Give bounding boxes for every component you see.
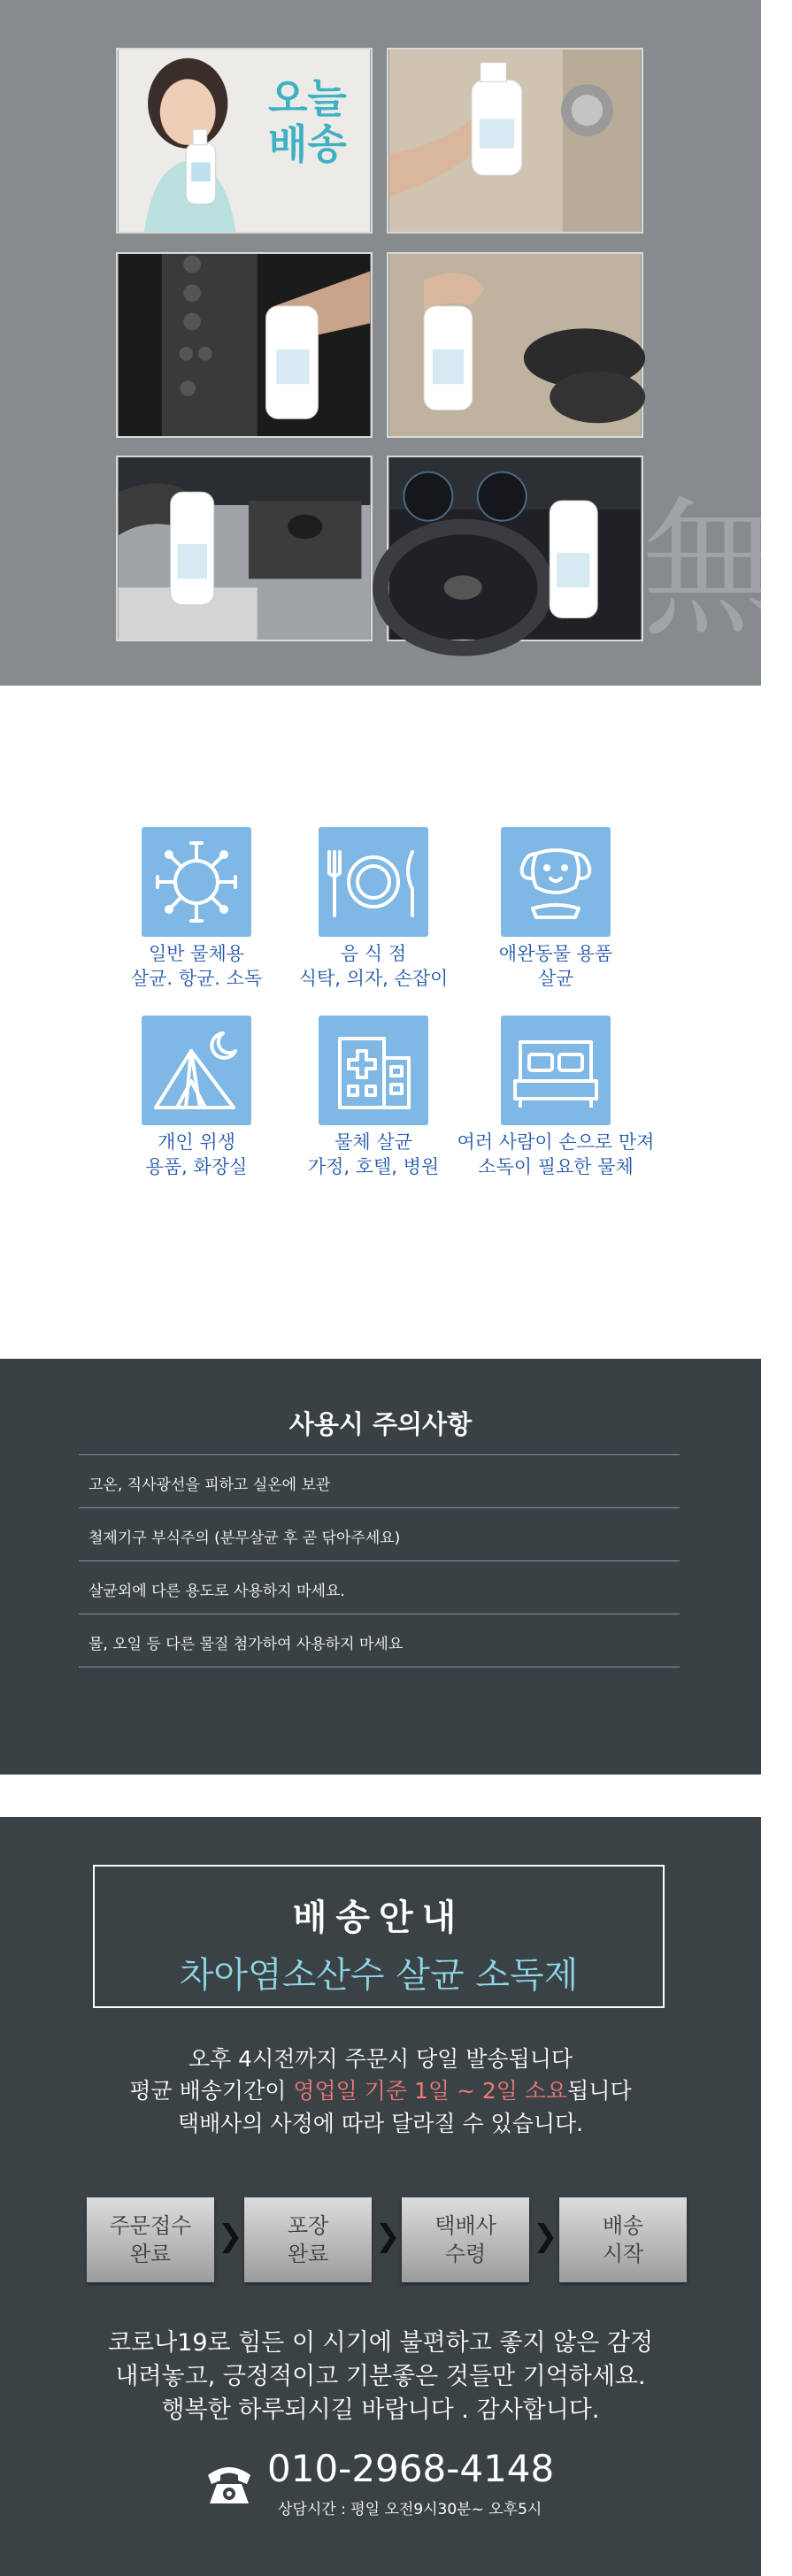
caution-section <box>0 1359 761 1775</box>
use-caption-line: 개인 위생 <box>158 1131 235 1153</box>
photo-grid-section <box>0 0 792 686</box>
delivery-period-highlight: 영업일 기준 1일 ~ 2일 소요 <box>293 2078 568 2104</box>
delivery-info-line <box>0 2075 761 2107</box>
step-label: 배송 <box>602 2212 644 2238</box>
step-shipping-start <box>559 2197 687 2282</box>
use-caption-line: 살균 <box>537 967 574 989</box>
caution-item: 고온, 직사광선을 피하고 실온에 보관 <box>88 1476 331 1494</box>
use-caption-line: 용품, 화장실 <box>145 1155 248 1177</box>
use-caption-line: 살균. 항균. 소독 <box>130 967 263 989</box>
usage-icons-section <box>0 686 761 1359</box>
telephone-icon <box>203 2457 256 2511</box>
watermark-character: 無 <box>642 483 792 658</box>
closing-message-line: 코로나19로 힘든 이 시기에 불편하고 좋지 않은 감정 <box>107 2329 654 2357</box>
chevron-right-icon: ❯ <box>218 2219 243 2254</box>
use-restaurant <box>272 827 475 991</box>
photo-keyboard-mouse <box>116 456 373 641</box>
delivery-subtitle: 차아염소산수 살균 소독제 <box>179 1955 579 1996</box>
photo-steering-wheel <box>387 456 643 641</box>
step-label: 완료 <box>129 2242 172 2266</box>
use-caption-line: 물체 살균 <box>334 1131 412 1153</box>
step-label: 주문접수 <box>109 2212 192 2238</box>
bed-icon <box>501 1016 611 1125</box>
photo-elevator-buttons <box>116 252 373 438</box>
delivery-title: 배송안내 <box>292 1898 465 1938</box>
use-general-objects <box>95 827 298 991</box>
divider <box>79 1560 680 1561</box>
plate-cutlery-icon <box>319 827 428 937</box>
tent-moon-icon <box>142 1016 251 1125</box>
closing-message-line: 내려놓고, 긍정적이고 기분좋은 것들만 기억하세요. <box>115 2362 646 2390</box>
use-caption-line: 가정, 호텔, 병원 <box>307 1155 440 1177</box>
divider <box>79 1454 680 1455</box>
delivery-section <box>0 1817 761 2576</box>
section-gap <box>0 1775 761 1817</box>
closing-message-line: 행복한 하루되시길 바랍니다 . 감사합니다. <box>161 2396 600 2424</box>
closing-message <box>0 2327 761 2426</box>
chevron-right-icon: ❯ <box>375 2219 401 2254</box>
divider <box>79 1667 680 1668</box>
delivery-info-text: 됩니다 <box>567 2078 632 2104</box>
caution-title: 사용시 주의사항 <box>288 1409 473 1439</box>
use-caption-line: 음 식 점 <box>340 943 407 964</box>
step-label: 수령 <box>444 2242 487 2266</box>
step-label: 시작 <box>602 2242 644 2266</box>
caution-item: 철제기구 부식주의 (분무살균 후 곧 닦아주세요) <box>88 1530 401 1547</box>
use-caption-line: 식탁, 의자, 손잡이 <box>298 967 449 989</box>
chevron-right-icon: ❯ <box>533 2219 558 2254</box>
today-delivery-overlay <box>268 76 347 167</box>
consultation-hours: 상담시간 : 평일 오전9시30분~ 오후5시 <box>278 2501 542 2518</box>
use-object-sterilization <box>272 1016 475 1179</box>
use-caption-line: 일반 물체용 <box>148 943 245 964</box>
step-courier-pickup <box>402 2197 529 2282</box>
use-shared-touch-objects <box>454 1016 657 1179</box>
step-label: 포장 <box>287 2212 329 2238</box>
step-packaging <box>244 2197 372 2282</box>
overlay-line-1: 오늘 <box>268 74 347 122</box>
photo-shoes <box>387 252 643 438</box>
delivery-info <box>0 2043 761 2140</box>
virus-icon <box>142 827 251 937</box>
use-pet-supplies <box>454 827 657 991</box>
photo-girl-with-bottle <box>116 48 373 234</box>
dog-bowl-icon <box>501 827 611 937</box>
delivery-info-text: 평균 배송기간이 <box>129 2078 294 2104</box>
delivery-info-line: 오후 4시전까지 주문시 당일 발송됩니다 <box>188 2046 573 2072</box>
step-order-received <box>87 2197 214 2282</box>
divider <box>79 1507 680 1508</box>
step-label: 택배사 <box>434 2212 496 2238</box>
use-caption-line: 여러 사람이 손으로 만져 <box>457 1131 655 1153</box>
step-label: 완료 <box>287 2242 329 2266</box>
building-hospital-icon <box>319 1016 428 1125</box>
delivery-title-box <box>93 1865 665 2008</box>
photo-door-knob <box>387 48 643 234</box>
overlay-line-2: 배송 <box>268 119 347 168</box>
use-caption-line: 소독이 필요한 물체 <box>478 1155 634 1177</box>
caution-item: 물, 오일 등 다른 물질 첨가하여 사용하지 마세요 <box>88 1636 404 1653</box>
use-personal-hygiene <box>95 1016 298 1179</box>
use-caption-line: 애완동물 용품 <box>498 943 613 964</box>
caution-item: 살균외에 다른 용도로 사용하지 마세요. <box>88 1583 345 1600</box>
phone-number: 010-2968-4148 <box>267 2447 555 2490</box>
delivery-info-line: 택배사의 사정에 따라 달라질 수 있습니다. <box>177 2110 584 2136</box>
